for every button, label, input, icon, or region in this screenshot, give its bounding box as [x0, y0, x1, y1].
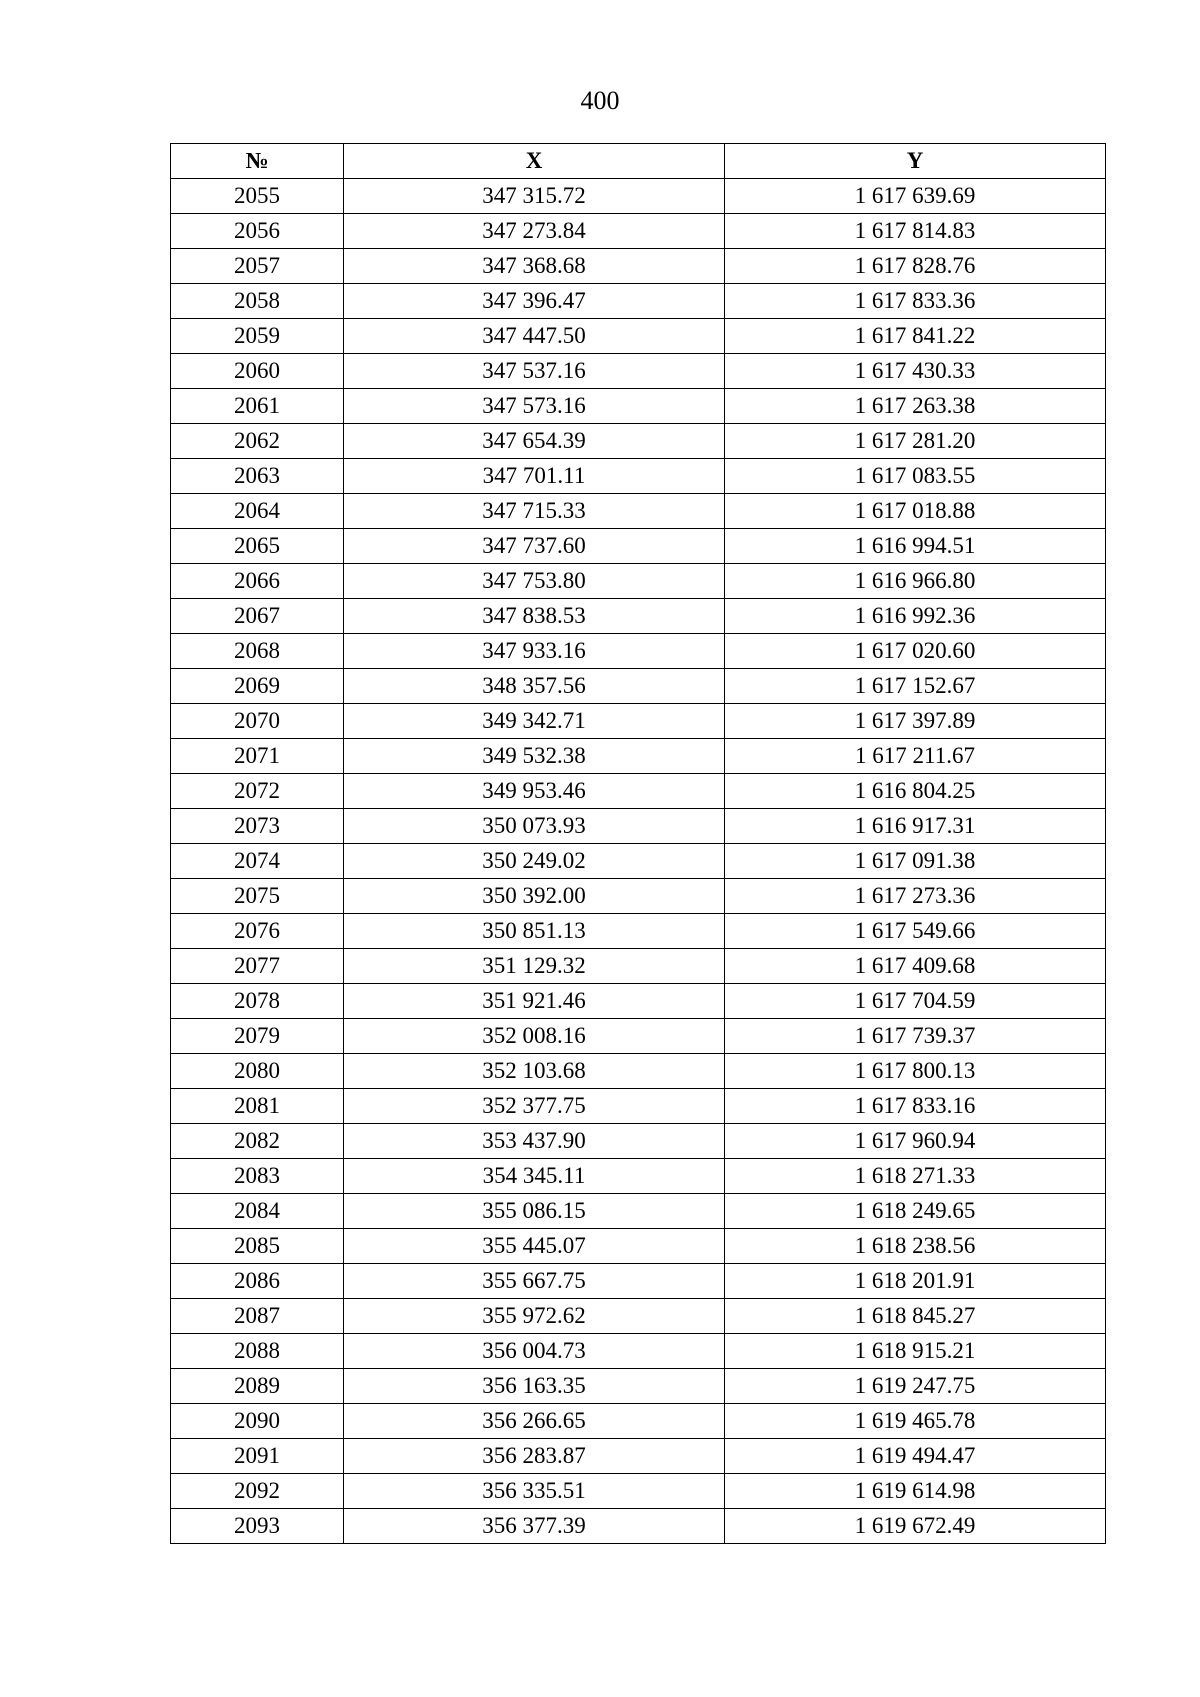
table-row — [171, 564, 1106, 599]
cell-y: 1 619 614.98 — [725, 1474, 1106, 1509]
table-row — [171, 249, 1106, 284]
table-row — [171, 844, 1106, 879]
cell-number: 2066 — [171, 564, 344, 599]
cell-number: 2073 — [171, 809, 344, 844]
cell-number: 2059 — [171, 319, 344, 354]
cell-y: 1 616 804.25 — [725, 774, 1106, 809]
cell-number: 2060 — [171, 354, 344, 389]
cell-x: 351 921.46 — [344, 984, 725, 1019]
cell-y: 1 617 211.67 — [725, 739, 1106, 774]
cell-x: 347 396.47 — [344, 284, 725, 319]
cell-y: 1 617 091.38 — [725, 844, 1106, 879]
table-row — [171, 1509, 1106, 1544]
cell-y: 1 616 966.80 — [725, 564, 1106, 599]
page-number: 400 — [580, 86, 620, 115]
cell-x: 356 335.51 — [344, 1474, 725, 1509]
header-y: Y — [725, 144, 1106, 179]
cell-y: 1 617 409.68 — [725, 949, 1106, 984]
table-row — [171, 599, 1106, 634]
cell-y: 1 617 639.69 — [725, 179, 1106, 214]
table-row — [171, 424, 1106, 459]
cell-x: 354 345.11 — [344, 1159, 725, 1194]
cell-y: 1 618 845.27 — [725, 1299, 1106, 1334]
cell-x: 347 737.60 — [344, 529, 725, 564]
cell-number: 2090 — [171, 1404, 344, 1439]
cell-x: 356 004.73 — [344, 1334, 725, 1369]
cell-x: 347 715.33 — [344, 494, 725, 529]
cell-y: 1 617 018.88 — [725, 494, 1106, 529]
table-body — [171, 179, 1106, 1544]
table-row — [171, 1124, 1106, 1159]
table-row — [171, 704, 1106, 739]
cell-y: 1 617 281.20 — [725, 424, 1106, 459]
cell-x: 356 283.87 — [344, 1439, 725, 1474]
table-row — [171, 1019, 1106, 1054]
coordinates-table — [170, 143, 1106, 1544]
cell-y: 1 617 083.55 — [725, 459, 1106, 494]
cell-x: 352 008.16 — [344, 1019, 725, 1054]
cell-x: 350 073.93 — [344, 809, 725, 844]
cell-y: 1 617 263.38 — [725, 389, 1106, 424]
cell-x: 349 953.46 — [344, 774, 725, 809]
cell-x: 356 266.65 — [344, 1404, 725, 1439]
cell-number: 2068 — [171, 634, 344, 669]
table-row — [171, 984, 1106, 1019]
cell-y: 1 618 201.91 — [725, 1264, 1106, 1299]
table-row — [171, 529, 1106, 564]
table-row — [171, 879, 1106, 914]
cell-number: 2087 — [171, 1299, 344, 1334]
cell-number: 2085 — [171, 1229, 344, 1264]
cell-number: 2077 — [171, 949, 344, 984]
cell-number: 2067 — [171, 599, 344, 634]
cell-number: 2058 — [171, 284, 344, 319]
cell-y: 1 617 833.36 — [725, 284, 1106, 319]
cell-number: 2064 — [171, 494, 344, 529]
cell-number: 2069 — [171, 669, 344, 704]
table-row — [171, 774, 1106, 809]
table-row — [171, 1439, 1106, 1474]
table-row — [171, 1229, 1106, 1264]
cell-number: 2070 — [171, 704, 344, 739]
cell-x: 347 701.11 — [344, 459, 725, 494]
cell-x: 352 103.68 — [344, 1054, 725, 1089]
cell-x: 351 129.32 — [344, 949, 725, 984]
cell-y: 1 618 271.33 — [725, 1159, 1106, 1194]
cell-x: 355 445.07 — [344, 1229, 725, 1264]
cell-x: 350 851.13 — [344, 914, 725, 949]
table-row — [171, 214, 1106, 249]
cell-x: 355 972.62 — [344, 1299, 725, 1334]
cell-number: 2079 — [171, 1019, 344, 1054]
cell-number: 2057 — [171, 249, 344, 284]
cell-number: 2082 — [171, 1124, 344, 1159]
table-row — [171, 1264, 1106, 1299]
cell-x: 347 537.16 — [344, 354, 725, 389]
cell-x: 349 342.71 — [344, 704, 725, 739]
cell-y: 1 616 994.51 — [725, 529, 1106, 564]
cell-number: 2071 — [171, 739, 344, 774]
cell-number: 2065 — [171, 529, 344, 564]
table-row — [171, 1474, 1106, 1509]
cell-y: 1 617 800.13 — [725, 1054, 1106, 1089]
table-row — [171, 494, 1106, 529]
cell-number: 2078 — [171, 984, 344, 1019]
cell-y: 1 617 430.33 — [725, 354, 1106, 389]
cell-number: 2088 — [171, 1334, 344, 1369]
cell-y: 1 617 960.94 — [725, 1124, 1106, 1159]
cell-number: 2062 — [171, 424, 344, 459]
cell-number: 2083 — [171, 1159, 344, 1194]
cell-x: 355 086.15 — [344, 1194, 725, 1229]
cell-y: 1 617 020.60 — [725, 634, 1106, 669]
table-row — [171, 354, 1106, 389]
cell-y: 1 617 739.37 — [725, 1019, 1106, 1054]
cell-number: 2080 — [171, 1054, 344, 1089]
cell-x: 347 933.16 — [344, 634, 725, 669]
cell-y: 1 619 494.47 — [725, 1439, 1106, 1474]
cell-x: 347 273.84 — [344, 214, 725, 249]
header-number: № — [171, 144, 344, 179]
cell-x: 348 357.56 — [344, 669, 725, 704]
cell-y: 1 617 704.59 — [725, 984, 1106, 1019]
cell-y: 1 619 672.49 — [725, 1509, 1106, 1544]
cell-y: 1 619 465.78 — [725, 1404, 1106, 1439]
cell-x: 347 315.72 — [344, 179, 725, 214]
cell-number: 2093 — [171, 1509, 344, 1544]
table-row — [171, 949, 1106, 984]
cell-number: 2072 — [171, 774, 344, 809]
cell-x: 350 392.00 — [344, 879, 725, 914]
header-x: X — [344, 144, 725, 179]
table-row — [171, 1159, 1106, 1194]
cell-number: 2074 — [171, 844, 344, 879]
table-row — [171, 459, 1106, 494]
cell-y: 1 617 549.66 — [725, 914, 1106, 949]
cell-x: 349 532.38 — [344, 739, 725, 774]
cell-x: 347 447.50 — [344, 319, 725, 354]
table-row — [171, 1404, 1106, 1439]
table-row — [171, 809, 1106, 844]
cell-number: 2089 — [171, 1369, 344, 1404]
cell-x: 356 377.39 — [344, 1509, 725, 1544]
cell-number: 2061 — [171, 389, 344, 424]
cell-y: 1 618 249.65 — [725, 1194, 1106, 1229]
table-row — [171, 1334, 1106, 1369]
cell-number: 2056 — [171, 214, 344, 249]
table-row — [171, 179, 1106, 214]
cell-y: 1 617 828.76 — [725, 249, 1106, 284]
table-row — [171, 669, 1106, 704]
table-row — [171, 739, 1106, 774]
cell-x: 347 573.16 — [344, 389, 725, 424]
table-header-row — [171, 144, 1106, 179]
cell-y: 1 618 915.21 — [725, 1334, 1106, 1369]
cell-y: 1 616 992.36 — [725, 599, 1106, 634]
cell-number: 2091 — [171, 1439, 344, 1474]
cell-y: 1 618 238.56 — [725, 1229, 1106, 1264]
cell-y: 1 619 247.75 — [725, 1369, 1106, 1404]
table-row — [171, 1194, 1106, 1229]
table-row — [171, 319, 1106, 354]
cell-x: 347 753.80 — [344, 564, 725, 599]
table-row — [171, 1369, 1106, 1404]
cell-number: 2084 — [171, 1194, 344, 1229]
cell-number: 2076 — [171, 914, 344, 949]
cell-x: 347 838.53 — [344, 599, 725, 634]
cell-number: 2086 — [171, 1264, 344, 1299]
table-row — [171, 389, 1106, 424]
cell-x: 353 437.90 — [344, 1124, 725, 1159]
cell-number: 2075 — [171, 879, 344, 914]
cell-number: 2081 — [171, 1089, 344, 1124]
cell-x: 347 654.39 — [344, 424, 725, 459]
cell-number: 2055 — [171, 179, 344, 214]
table-row — [171, 1299, 1106, 1334]
cell-y: 1 617 814.83 — [725, 214, 1106, 249]
cell-y: 1 617 397.89 — [725, 704, 1106, 739]
cell-y: 1 617 841.22 — [725, 319, 1106, 354]
cell-x: 355 667.75 — [344, 1264, 725, 1299]
table-row — [171, 634, 1106, 669]
table-row — [171, 1054, 1106, 1089]
table-row — [171, 914, 1106, 949]
table-row — [171, 1089, 1106, 1124]
cell-number: 2092 — [171, 1474, 344, 1509]
cell-x: 356 163.35 — [344, 1369, 725, 1404]
cell-y: 1 617 273.36 — [725, 879, 1106, 914]
cell-x: 352 377.75 — [344, 1089, 725, 1124]
cell-y: 1 616 917.31 — [725, 809, 1106, 844]
cell-x: 347 368.68 — [344, 249, 725, 284]
table-row — [171, 284, 1106, 319]
cell-number: 2063 — [171, 459, 344, 494]
cell-y: 1 617 152.67 — [725, 669, 1106, 704]
cell-x: 350 249.02 — [344, 844, 725, 879]
cell-y: 1 617 833.16 — [725, 1089, 1106, 1124]
